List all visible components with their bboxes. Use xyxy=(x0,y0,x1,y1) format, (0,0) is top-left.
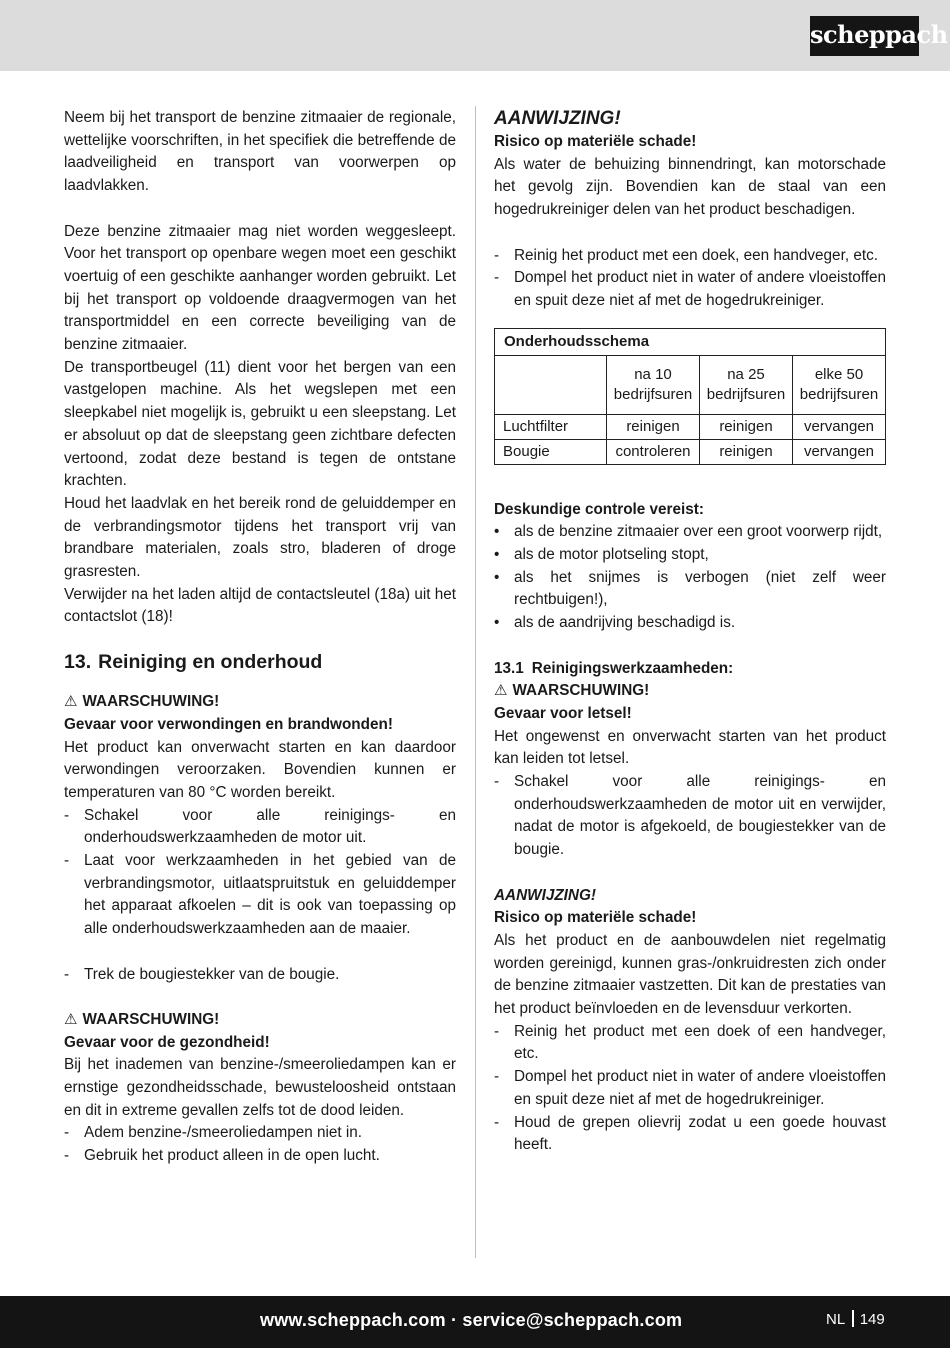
footer-band xyxy=(0,1296,950,1348)
transport-paragraph-1: Neem bij het transport de benzine zitmaaier de regionale, wettelijke voorschriften, in het specifiek die betreffende de laadveiligheid en transport van voorwerpen op laadvlakken. xyxy=(64,109,456,195)
list-item: - Houd de grepen olievrij zodat u een goede houvast heeft. xyxy=(494,1113,886,1154)
dash-marker: - xyxy=(64,852,70,870)
notice-text: Als het product en de aanbouwdelen niet regelmatig worden gereinigd, kunnen gras-/onkruidresten zich onder de benzine zitmaaier vastzetten. Dit kan de prestaties van het product beïnvloeden en de levensduur verkorten. xyxy=(494,931,886,1018)
page-number: 149 xyxy=(859,1311,885,1328)
dash-marker: - xyxy=(64,1124,70,1142)
table-cell: controleren xyxy=(607,439,700,464)
list-item: • als de aandrijving beschadigd is. xyxy=(494,612,886,635)
warning-block-health xyxy=(64,1009,456,1168)
table-title: Onderhoudsschema xyxy=(495,328,886,355)
list-item: - Adem benzine-/smeeroliedampen niet in. xyxy=(64,1122,456,1145)
table-row xyxy=(495,414,886,439)
notice-block-cleaning xyxy=(494,885,886,1157)
header-band xyxy=(0,0,950,71)
dash-marker: - xyxy=(494,1068,500,1086)
table-header-cell: na 10 bedrijfsuren xyxy=(607,355,700,414)
list-item: • als de benzine zitmaaier over een groot voorwerp rijdt, xyxy=(494,521,886,544)
maintenance-schedule-table xyxy=(494,328,886,465)
footer-contact-link[interactable]: www.scheppach.com · service@scheppach.com xyxy=(260,1310,683,1330)
warning-block-injury-cleaning xyxy=(494,680,886,862)
dash-marker: - xyxy=(64,806,70,824)
bullet-marker: • xyxy=(494,614,500,632)
warning-subtitle: Gevaar voor de gezondheid! xyxy=(64,1033,270,1051)
bullet-marker: • xyxy=(494,523,500,541)
warning-subtitle: Gevaar voor verwondingen en brandwonden! xyxy=(64,715,393,733)
dash-marker: - xyxy=(494,773,500,791)
transport-paragraph-4: Houd het laadvlak en het bereik rond de geluiddemper en de verbrandingsmotor tijdens het transport vrij van brandbare materialen, zoals stro, bladeren of droge grasresten. xyxy=(64,494,456,581)
list-item: - Dompel het product niet in water of andere vloeistoffen en spuit deze niet af met de hogedrukreiniger. xyxy=(494,269,886,309)
dash-marker: - xyxy=(494,1113,500,1131)
section-title: Reiniging en onderhoud xyxy=(98,651,323,674)
warning-triangle-icon: ⚠ xyxy=(494,682,508,700)
warning-text: Het ongewenst en onverwacht starten van het product kan leiden tot letsel. xyxy=(494,727,886,768)
bullet-marker: • xyxy=(494,546,500,564)
warning-title: WAARSCHUWING! xyxy=(512,682,650,700)
brand-logo: scheppach xyxy=(810,16,919,56)
notice-text: Als water de behuizing binnendringt, kan motorschade het gevolg zijn. Bovendien kan de staal van een hogedrukreiniger delen van het product beschadigen. xyxy=(494,155,886,219)
warning-title: WAARSCHUWING! xyxy=(82,693,220,711)
notice-subtitle: Risico op materiële schade! xyxy=(494,909,697,927)
table-cell: reinigen xyxy=(607,414,700,439)
dash-marker: - xyxy=(64,965,70,983)
language-code: NL xyxy=(826,1311,846,1328)
dash-marker: - xyxy=(494,1022,500,1040)
section-heading xyxy=(64,629,456,691)
left-column xyxy=(64,107,456,1168)
table-header-cell: na 25 bedrijfsuren xyxy=(700,355,793,414)
notice-subtitle: Risico op materiële schade! xyxy=(494,133,697,150)
transport-paragraph-5: Verwijder na het laden altijd de contactsleutel (18a) uit het contactslot (18)! xyxy=(64,585,457,626)
page-indicator xyxy=(826,1309,885,1331)
notice-block-water xyxy=(494,107,886,313)
list-item: • als de motor plotseling stopt, xyxy=(494,544,886,567)
expert-title: Deskundige controle vereist: xyxy=(494,500,704,518)
right-column xyxy=(494,107,886,1157)
subsection-heading xyxy=(494,658,886,681)
warning-subtitle: Gevaar voor letsel! xyxy=(494,704,632,722)
column-divider xyxy=(475,106,476,1258)
subsection-title: Reinigingswerkzaamheden: xyxy=(531,659,734,677)
list-item: - Reinig het product met een doek of een handveger, etc. xyxy=(494,1022,886,1063)
section-number: 13. xyxy=(64,651,92,674)
table-cell: reinigen xyxy=(700,414,793,439)
subsection-number: 13.1 xyxy=(494,659,524,677)
dash-marker: - xyxy=(64,1147,70,1165)
row-label: Luchtfilter xyxy=(495,414,607,439)
row-label: Bougie xyxy=(495,439,607,464)
table-header-empty xyxy=(495,355,607,414)
page-separator xyxy=(852,1310,854,1327)
table-cell: vervangen xyxy=(793,414,886,439)
warning-text: Bij het inademen van benzine-/smeeroliedampen kan er ernstige gezondheidsschade, bewusteloosheid ontstaan en dit in extreme gevallen zelfs tot de dood leiden. xyxy=(64,1056,456,1119)
warning-block-injury xyxy=(64,691,456,986)
list-item: - Dompel het product niet in water of andere vloeistoffen en spuit deze niet af met de hogedrukreiniger. xyxy=(494,1068,886,1108)
transport-paragraph-3: De transportbeugel (11) dient voor het bergen van een vastgelopen machine. Als het wegslepen met een sleepkabel niet mogelijk is, gebruikt u een sleepstang. Let er absoluut op dat de sleepstang geen zichtbare defecten vertoond, zodat deze bestand is tegen de ontstane krachten. xyxy=(64,358,456,490)
list-item: - Schakel voor alle reinigings- en onderhoudswerkzaamheden de motor uit en verwijder, nadat de motor is afgekoeld, de bougiestekker van de bougie. xyxy=(494,773,886,859)
dash-marker: - xyxy=(494,246,500,264)
table-cell: vervangen xyxy=(793,439,886,464)
table-header-cell: elke 50 bedrijfsuren xyxy=(793,355,886,414)
list-item: - Gebruik het product alleen in de open lucht. xyxy=(64,1145,456,1168)
warning-triangle-icon: ⚠ xyxy=(64,693,78,711)
table-cell: reinigen xyxy=(700,439,793,464)
list-item: - Trek de bougiestekker van de bougie. xyxy=(64,964,456,987)
notice-title: AANWIJZING! xyxy=(494,108,621,129)
table-row xyxy=(495,439,886,464)
dash-marker: - xyxy=(494,269,500,287)
list-item: - Schakel voor alle reinigings- en onderhoudswerkzaamheden de motor uit. xyxy=(64,806,456,847)
transport-paragraph-2: Deze benzine zitmaaier mag niet worden weggesleept. Voor het transport op openbare wegen moet een geschikt voertuig of een geschikte aanhanger worden gebruikt. Let bij het transport op voldoende draagvermogen van het transportmiddel en een correcte beveiliging van de benzine zitmaaier. xyxy=(64,222,456,354)
notice-title: AANWIJZING! xyxy=(494,886,596,904)
expert-inspection-block xyxy=(494,499,886,635)
bullet-marker: • xyxy=(494,568,500,586)
list-item: - Laat voor werkzaamheden in het gebied van de verbrandingsmotor, uitlaatspruitstuk en geluiddemper het apparaat afkoelen – dit is ook van toepassing op alle onderhoudswerkzaamheden aan de maaier. xyxy=(64,852,456,938)
warning-text: Het product kan onverwacht starten en kan daardoor verwondingen veroorzaken. Bovendien kunnen er temperaturen van 80 °C worden bereikt. xyxy=(64,738,456,801)
list-item: - Reinig het product met een doek, een handveger, etc. xyxy=(494,245,886,268)
warning-triangle-icon: ⚠ xyxy=(64,1010,78,1028)
list-item: • als het snijmes is verbogen (niet zelf weer rechtbuigen!), xyxy=(494,568,886,609)
warning-title: WAARSCHUWING! xyxy=(82,1010,220,1028)
